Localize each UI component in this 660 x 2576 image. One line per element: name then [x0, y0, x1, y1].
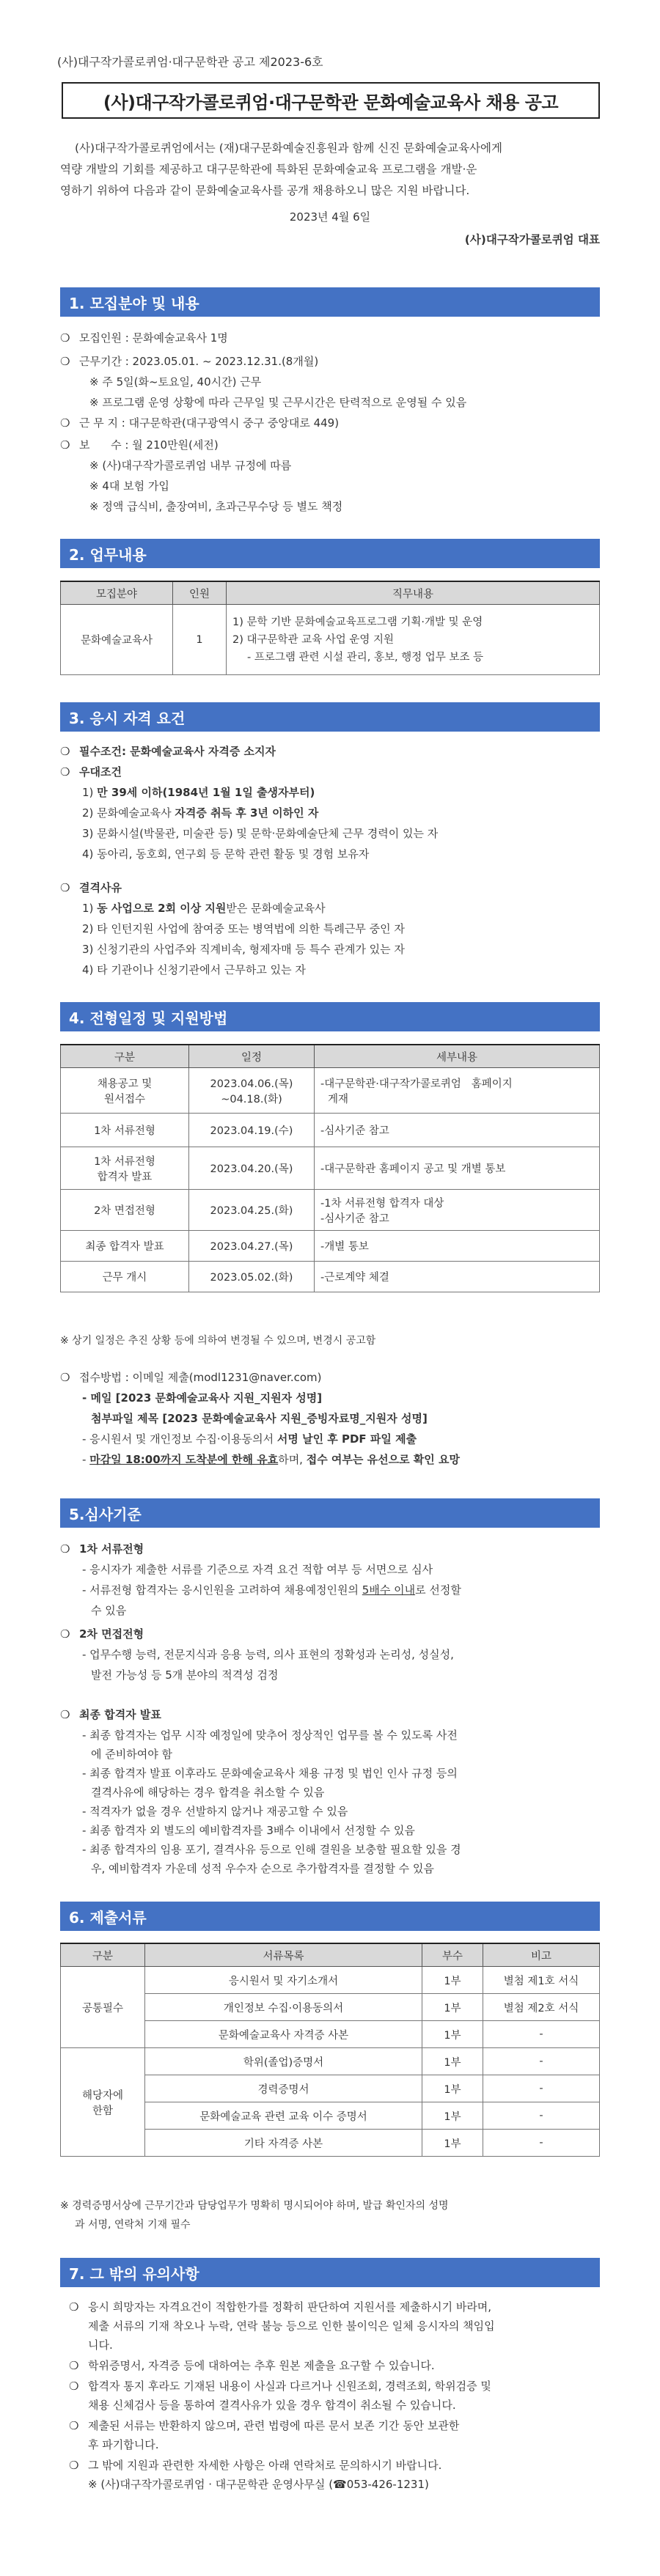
cell-text: -대구문학관 홈페이지 공고 및 개별 통보 [315, 1147, 600, 1190]
s7-line: 니다. [88, 2338, 113, 2352]
table-row [61, 1262, 600, 1292]
s1-line [60, 437, 600, 452]
s5-line: 에 준비하여야 함 [91, 1748, 172, 1761]
bullet-icon: ❍ [69, 2359, 79, 2372]
s1-line: ※ (사)대구작가콜로퀴엄 내부 규정에 따름 [89, 459, 292, 472]
bullet-icon: ❍ [60, 1542, 70, 1556]
col-header: 모집분야 [61, 581, 173, 605]
s4-text: 마감일 18:00까지 도착분에 한해 유효 [89, 1453, 279, 1466]
s1-text: 근무기간 : 2023.05.01. ~ 2023.12.31.(8개월) [79, 355, 319, 368]
s1-line: ※ 주 5일(화~토요일, 40시간) 근무 [89, 375, 262, 389]
s4-text: 서명 날인 후 PDF 파일 제출 [276, 1432, 417, 1446]
s3-line [60, 805, 622, 820]
s5-text: 1차 서류전형 [79, 1542, 144, 1556]
s3-line: 4) 타 기관이나 신청기관에서 근무하고 있는 자 [82, 963, 306, 976]
cell-text: 1부 [422, 2021, 483, 2048]
s1-line [60, 353, 600, 369]
cell-text: 근무 개시 [61, 1262, 189, 1292]
cell-text: 최종 합격자 발표 [61, 1231, 189, 1262]
duty-table [60, 581, 600, 675]
documents-note: 과 서명, 연락처 기재 필수 [75, 2219, 191, 2231]
s7-line [60, 2378, 609, 2393]
s7-line [60, 2299, 609, 2314]
s4-line: 첨부파일 제목 [2023 문화예술교육사 지원_증빙자료명_지원자 성명] [91, 1412, 428, 1425]
bullet-icon: ❍ [60, 331, 70, 345]
s5-line: - 최종 합격자는 업무 시작 예정일에 맞추어 정상적인 업무를 볼 수 있도록 사전 [82, 1729, 458, 1742]
cell-text: 문화예술교육 관련 교육 이수 증명서 [145, 2102, 422, 2130]
s5-line: 결격사유에 해당하는 경우 합격을 취소할 수 있음 [91, 1786, 325, 1799]
schedule-table [60, 1044, 600, 1292]
s7-line: 제출 서류의 기재 착오나 누락, 연락 불능 등으로 인한 불이익은 일체 응시자의 책임입 [88, 2319, 495, 2333]
cell-text: 경력증명서 [145, 2075, 422, 2102]
cell-text: 채용공고 및 [97, 1078, 153, 1090]
s3-line: 2) 타 인턴지원 사업에 참여중 또는 병역법에 의한 특례근무 중인 자 [82, 922, 405, 935]
intro-line: 영하기 위하여 다음과 같이 문화예술교육사를 공개 채용하오니 많은 지원 바랍니다. [60, 184, 470, 197]
cell-text: ~04.18.(화) [221, 1093, 282, 1105]
s5-line: - 업무수행 능력, 전문지식과 응용 능력, 의사 표현의 정확성과 논리성, 성실성, [82, 1648, 454, 1661]
s3-line [60, 900, 622, 916]
s5-line: 우, 예비합격자 가운데 성적 우수자 순으로 추가합격자를 결정할 수 있음 [91, 1862, 434, 1875]
cell-text: 2차 면접전형 [61, 1190, 189, 1231]
cell-text: 응시원서 및 자기소개서 [145, 1967, 422, 1994]
s5-line: - 적격자가 없을 경우 선발하지 않거나 재공고할 수 있음 [82, 1805, 348, 1818]
bullet-icon: ❍ [60, 1371, 70, 1384]
s5-line: 수 있음 [91, 1604, 127, 1617]
col-header: 세부내용 [315, 1045, 600, 1068]
field-cell: 문화예술교육사 [61, 605, 173, 675]
col-header: 비고 [483, 1943, 600, 1967]
bullet-icon: ❍ [60, 355, 70, 368]
s5-line [60, 1626, 600, 1641]
col-header: 인원 [173, 581, 227, 605]
s4-line [60, 1369, 600, 1385]
s1-text: 모집인원 : 문화예술교육사 1명 [79, 331, 228, 345]
s4-line [60, 1431, 622, 1446]
col-header: 일정 [189, 1045, 315, 1068]
s3-text: 받은 문화예술교육사 [226, 902, 326, 915]
s5-line: 발전 가능성 등 5개 분야의 적격성 검정 [91, 1668, 279, 1682]
s7-text: 제출된 서류는 반환하지 않으며, 관련 법령에 따른 문서 보존 기간 동안 보관한 [88, 2419, 460, 2432]
cell-text: 학위(졸업)증명서 [145, 2048, 422, 2075]
s4-line: - 메일 [2023 문화예술교육사 지원_지원자 성명] [82, 1391, 323, 1405]
s7-line [60, 2418, 609, 2433]
s4-text: 접수방법 : 이메일 제출(modl1231@naver.com) [79, 1371, 322, 1384]
s5-line: - 응시자가 제출한 서류를 기준으로 자격 요건 적합 여부 등 서면으로 심사 [82, 1563, 433, 1576]
bullet-icon: ❍ [69, 2380, 79, 2393]
cell-text: 1부 [422, 1967, 483, 1994]
s3-text: 자격증 취득 후 3년 이하인 자 [175, 806, 319, 820]
notice-number: (사)대구작가콜로퀴엄·대구문학관 공고 제2023-6호 [57, 55, 323, 69]
cell-text: 한함 [92, 2105, 113, 2117]
table-row [61, 1114, 600, 1147]
duty-cell [227, 605, 600, 675]
s3-text: 우대조건 [79, 765, 122, 779]
s7-text: 합격자 통지 후라도 기재된 내용이 사실과 다르거나 신원조회, 경력조회, 학위검증 및 [88, 2380, 491, 2393]
cell-text: 1부 [422, 2048, 483, 2075]
s1-line [60, 330, 600, 345]
cell-text: 2023.04.27.(목) [189, 1231, 315, 1262]
s3-line: 4) 동아리, 동호회, 연구회 등 문학 관련 활동 및 경험 보유자 [82, 847, 370, 861]
s7-line: 후 파기합니다. [88, 2438, 159, 2451]
cell-text: - [483, 2048, 600, 2075]
cell-text: -심사기준 참고 [320, 1212, 389, 1225]
s3-text: 결격사유 [79, 881, 122, 894]
s4-text: - 응시원서 및 개인정보 수집·이용동의서 [82, 1432, 277, 1446]
s1-text: 보 수 : 월 210만원(세전) [79, 438, 219, 452]
table-row [61, 1068, 600, 1114]
s5-line [60, 1541, 600, 1556]
cell-text: 기타 자격증 사본 [145, 2130, 422, 2157]
section-2-header: 2. 업무내용 [60, 539, 600, 568]
bullet-icon: ❍ [69, 2419, 79, 2432]
schedule-note: ※ 상기 일정은 추진 상황 등에 의하여 변경될 수 있으며, 변경시 공고함 [60, 1335, 376, 1347]
s3-line: 3) 문화시설(박물관, 미술관 등) 및 문학·문화예술단체 근무 경력이 있는 자 [82, 827, 439, 840]
notice-date: 2023년 4월 6일 [289, 210, 371, 224]
cell-text: 2023.05.02.(화) [189, 1262, 315, 1292]
bullet-icon: ❍ [60, 765, 70, 779]
s4-text: 접수 여부는 유선으로 확인 요망 [306, 1453, 460, 1466]
s3-text: 2) 문화예술교육사 [82, 806, 175, 820]
section-1-header: 1. 모집분야 및 내용 [60, 287, 600, 317]
intro-line: 역량 개발의 기회를 제공하고 대구문학관에 특화된 문화예술교육 프로그램을 개발·운 [60, 163, 477, 176]
s5-line: - 최종 합격자 외 별도의 예비합격자를 3배수 이내에서 선정할 수 있음 [82, 1824, 415, 1837]
s3-line: 3) 신청기관의 사업주와 직계비속, 형제자매 등 특수 관계가 있는 자 [82, 943, 405, 956]
cell-text: 별첨 제2호 서식 [483, 1994, 600, 2021]
s1-line: ※ 4대 보험 가입 [89, 479, 169, 493]
duty-line: 2) 대구문학관 교육 사업 운영 지원 [232, 633, 395, 646]
bullet-icon: ❍ [60, 1627, 70, 1641]
section-3-header: 3. 응시 자격 요건 [60, 702, 600, 732]
cell-text: 게재 [328, 1093, 349, 1105]
cell-text: 1차 서류전형 [61, 1114, 189, 1147]
s5-line: - 최종 합격자 발표 이후라도 문화예술교육사 채용 규정 및 법인 인사 규정 등의 [82, 1767, 458, 1780]
issuer: (사)대구작가콜로퀴엄 대표 [464, 233, 600, 246]
duty-line: 1) 문학 기반 문화예술교육프로그램 기획·개발 및 운영 [232, 616, 483, 628]
col-header: 구분 [61, 1045, 189, 1068]
cell-text: 원서접수 [103, 1093, 146, 1105]
s3-line [60, 764, 600, 779]
section-6-header: 6. 제출서류 [60, 1902, 600, 1931]
cell-text: 해당자에 [81, 2089, 124, 2102]
cell-text: 1차 서류전형 [94, 1155, 155, 1168]
s4-line: - 마감일 18:00까지 도착분에 한해 유효하며, 접수 여부는 유선으로 확인 요망 [82, 1453, 460, 1466]
bullet-icon: ❍ [60, 1708, 70, 1721]
s4-text: 하며, [278, 1453, 307, 1466]
s5-line [60, 1707, 600, 1722]
col-header: 구분 [61, 1943, 145, 1967]
section-5-header: 5.심사기준 [60, 1498, 600, 1528]
s5-text: 최종 합격자 발표 [79, 1708, 161, 1721]
s7-text: 응시 희망자는 자격요건이 적합한가를 정확히 판단하여 지원서를 제출하시기 바라며, [88, 2300, 492, 2314]
document-title: (사)대구작가콜로퀴엄·대구문학관 문화예술교육사 채용 공고 [62, 82, 600, 119]
section-7-header: 7. 그 밖의 유의사항 [60, 2258, 600, 2287]
cell-text: - [483, 2130, 600, 2157]
cell-text: 2023.04.25.(화) [189, 1190, 315, 1231]
table-row [61, 2048, 600, 2075]
cell-text: 합격자 발표 [97, 1171, 153, 1183]
cell-text: - [483, 2021, 600, 2048]
s7-text: 그 밖에 지원과 관련한 자세한 사항은 아래 연락처로 문의하시기 바랍니다. [88, 2459, 442, 2472]
s3-line [60, 784, 622, 800]
count-cell: 1 [173, 605, 227, 675]
cell-text: -심사기준 참고 [315, 1114, 600, 1147]
cell-text: -1차 서류전형 합격자 대상 [320, 1197, 444, 1210]
col-header: 부수 [422, 1943, 483, 1967]
bullet-icon: ❍ [60, 438, 70, 452]
cell-text: 1부 [422, 2102, 483, 2130]
group-cell [61, 2048, 145, 2157]
bullet-icon: ❍ [60, 416, 70, 430]
table-row [61, 1190, 600, 1231]
s3-text: 1) [82, 902, 98, 915]
cell-text: 개인정보 수집·이용동의서 [145, 1994, 422, 2021]
s1-text: 근 무 지 : 대구문학관(대구광역시 중구 중앙대로 449) [79, 416, 340, 430]
s5-line [60, 1582, 622, 1597]
s7-text: 학위증명서, 자격증 등에 대하여는 추후 원본 제출을 요구할 수 있습니다. [88, 2359, 435, 2372]
col-header: 직무내용 [227, 581, 600, 605]
cell-text: 2023.04.06.(목) [210, 1078, 293, 1090]
cell-text: 2023.04.19.(수) [189, 1114, 315, 1147]
bullet-icon: ❍ [69, 2300, 79, 2314]
documents-note: ※ 경력증명서상에 근무기간과 담당업무가 명확히 명시되어야 하며, 발급 확인자의 성명 [60, 2200, 449, 2212]
s3-text: 동 사업으로 2회 이상 지원 [97, 902, 227, 915]
table-row [61, 1147, 600, 1190]
group-cell: 공통필수 [61, 1967, 145, 2048]
s5-text: 5배수 이내 [362, 1583, 416, 1597]
section-4-header: 4. 전형일정 및 지원방법 [60, 1002, 600, 1031]
s1-line [60, 415, 600, 430]
cell-text: 문화예술교육사 자격증 사본 [145, 2021, 422, 2048]
col-header: 서류목록 [145, 1943, 422, 1967]
bullet-icon: ❍ [69, 2459, 79, 2472]
s1-line: ※ 정액 급식비, 출장여비, 초과근무수당 등 별도 책정 [89, 500, 343, 513]
s7-line [60, 2358, 609, 2373]
documents-table [60, 1943, 600, 2157]
duty-line: - 프로그램 관련 시설 관리, 홍보, 행정 업무 보조 등 [247, 651, 484, 663]
s5-text: 2차 면접전형 [79, 1627, 144, 1641]
s3-line [60, 880, 600, 895]
cell-text: -근로계약 체결 [315, 1262, 600, 1292]
cell-text: 1부 [422, 2075, 483, 2102]
s3-text: 만 39세 이하(1984년 1월 1일 출생자부터) [97, 786, 315, 799]
s5-text: - 서류전형 합격자는 응시인원을 고려하여 채용예정인원의 [82, 1583, 362, 1597]
table-row [61, 1231, 600, 1262]
s5-text: 로 선정할 [415, 1583, 461, 1597]
s3-text: 1) [82, 786, 98, 799]
intro-line: (사)대구작가콜로퀴엄에서는 (재)대구문화예술진흥원과 함께 신진 문화예술교육사에게 [75, 141, 502, 155]
intro-paragraph [60, 138, 600, 202]
s7-line [60, 2457, 609, 2473]
cell-text: -개별 통보 [315, 1231, 600, 1262]
cell-text: 별첨 제1호 서식 [483, 1967, 600, 1994]
cell-text: 1부 [422, 2130, 483, 2157]
s5-line: - 최종 합격자의 임용 포기, 결격사유 등으로 인해 결원을 보충할 필요할 있을 경 [82, 1843, 461, 1856]
cell-text: - [483, 2075, 600, 2102]
s1-line: ※ 프로그램 운영 상황에 따라 근무일 및 근무시간은 탄력적으로 운영될 수 있음 [89, 396, 467, 409]
cell-text: - [483, 2102, 600, 2130]
s3-text: 필수조건: 문화예술교육사 자격증 소지자 [79, 745, 276, 758]
s7-line: 채용 신체검사 등을 통하여 결격사유가 있을 경우 합격이 취소될 수 있습니다. [88, 2399, 456, 2412]
cell-text: -대구문학관·대구작가콜로퀴엄 홈페이지 [320, 1078, 513, 1090]
s3-line [60, 743, 600, 759]
bullet-icon: ❍ [60, 881, 70, 894]
s7-line: ※ (사)대구작가콜로퀴엄 · 대구문학관 운영사무실 (☎053-426-1231) [88, 2478, 429, 2491]
cell-text: 2023.04.20.(목) [189, 1147, 315, 1190]
cell-text: 1부 [422, 1994, 483, 2021]
bullet-icon: ❍ [60, 745, 70, 758]
table-row [61, 1967, 600, 1994]
